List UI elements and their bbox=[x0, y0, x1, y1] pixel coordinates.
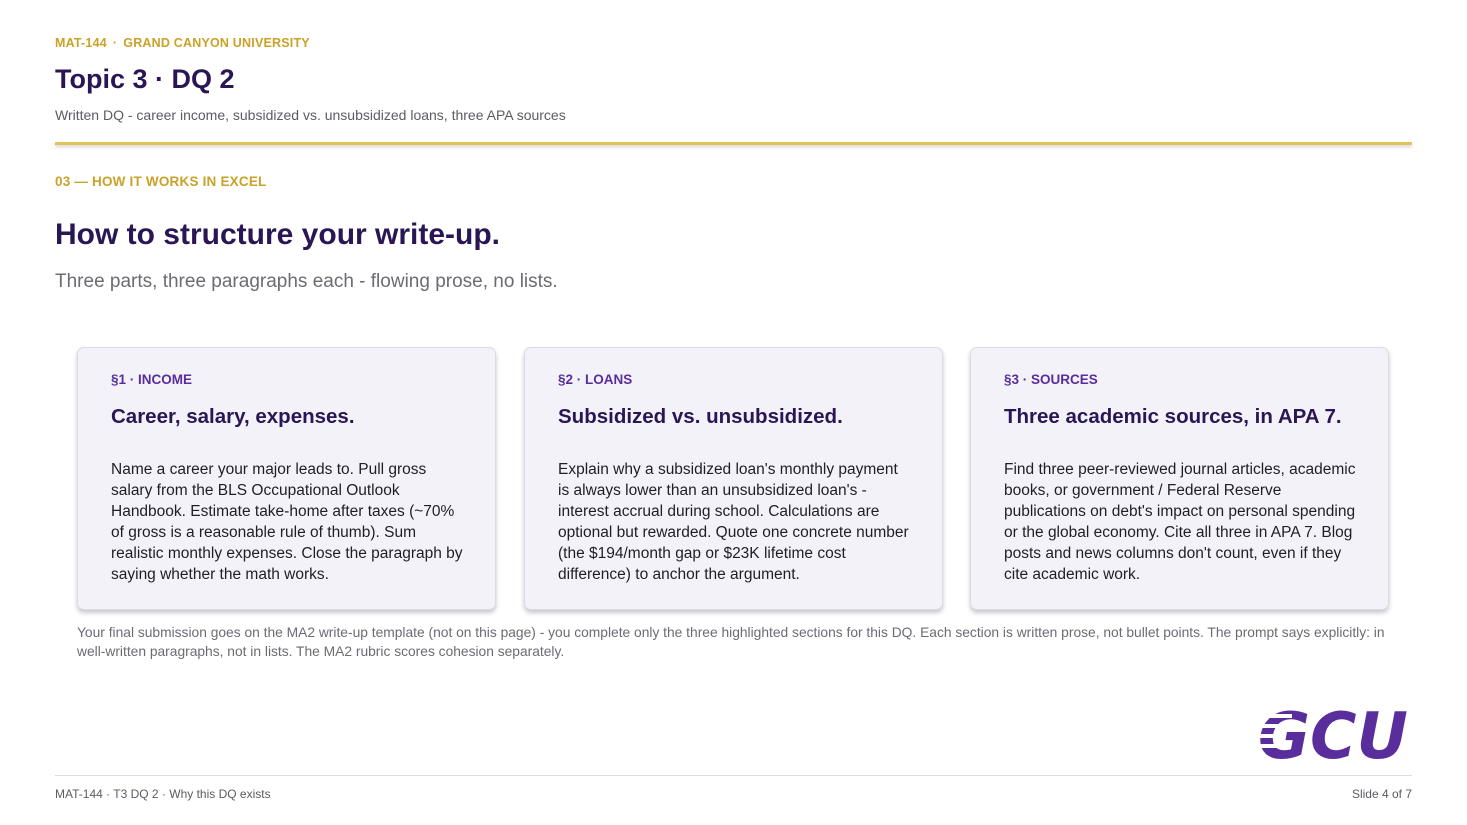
card-title: Career, salary, expenses. bbox=[111, 405, 355, 428]
footer-divider bbox=[55, 775, 1412, 776]
card-title: Subsidized vs. unsubsidized. bbox=[558, 405, 843, 428]
header-divider bbox=[55, 142, 1412, 145]
card-tag: §2 · LOANS bbox=[558, 372, 633, 387]
section-deck: Three parts, three paragraphs each - flowing prose, no lists. bbox=[55, 271, 558, 292]
card-title: Three academic sources, in APA 7. bbox=[1004, 405, 1342, 428]
footer-caption: MAT-144 · T3 DQ 2 · Why this DQ exists bbox=[55, 787, 271, 801]
university-name: GRAND CANYON UNIVERSITY bbox=[123, 36, 310, 50]
card-body: Find three peer-reviewed journal articles, academic books, or government / Federal Reserve publications on debt's impact on personal spending or the global economy. Cite all three in APA 7. Blog posts and news columns don't count, even if they cite academic work. bbox=[1004, 461, 1356, 583]
card-income bbox=[77, 347, 496, 610]
section-headline: How to structure your write-up. bbox=[55, 218, 501, 251]
course-code: MAT-144 bbox=[55, 36, 107, 50]
card-tag: §3 · SOURCES bbox=[1004, 372, 1098, 387]
section-eyebrow: 03 — HOW IT WORKS IN EXCEL bbox=[55, 174, 267, 189]
topic-title: Topic 3 · DQ 2 bbox=[55, 64, 235, 94]
topic-subtitle: Written DQ - career income, subsidized vs. unsubsidized loans, three APA sources bbox=[55, 107, 566, 123]
gcu-logo-icon bbox=[1258, 703, 1410, 761]
card-tag: §1 · INCOME bbox=[111, 372, 193, 387]
card-body: Name a career your major leads to. Pull gross salary from the BLS Occupational Outlook Handbook. Estimate take-home after taxes (~70% of gross is a reasonable rule of thumb). Sum realistic monthly expenses. Close the paragraph by saying whether the math works. bbox=[111, 461, 463, 583]
card-body: Explain why a subsidized loan's monthly payment is always lower than an unsubsidized loan's - interest accrual during school. Calculations are optional but rewarded. Quote one concrete number (the $194/month gap or $23K lifetime cost difference) to anchor the argument. bbox=[558, 461, 909, 583]
slide-counter: Slide 4 of 7 bbox=[1351, 787, 1412, 801]
card-sources bbox=[970, 347, 1389, 610]
card-loans bbox=[524, 347, 943, 610]
course-eyebrow bbox=[55, 36, 310, 50]
submission-note: Your final submission goes on the MA2 write-up template (not on this page) - you complete only the three highlighted sections for this DQ. Each section is written prose, not bullet points. The prompt says explicitly: in well-written paragraphs, not in lists. The MA2 rubric scores cohesion separately. bbox=[77, 625, 1385, 659]
eyebrow-separator: · bbox=[112, 36, 118, 50]
card-row bbox=[77, 347, 1390, 610]
